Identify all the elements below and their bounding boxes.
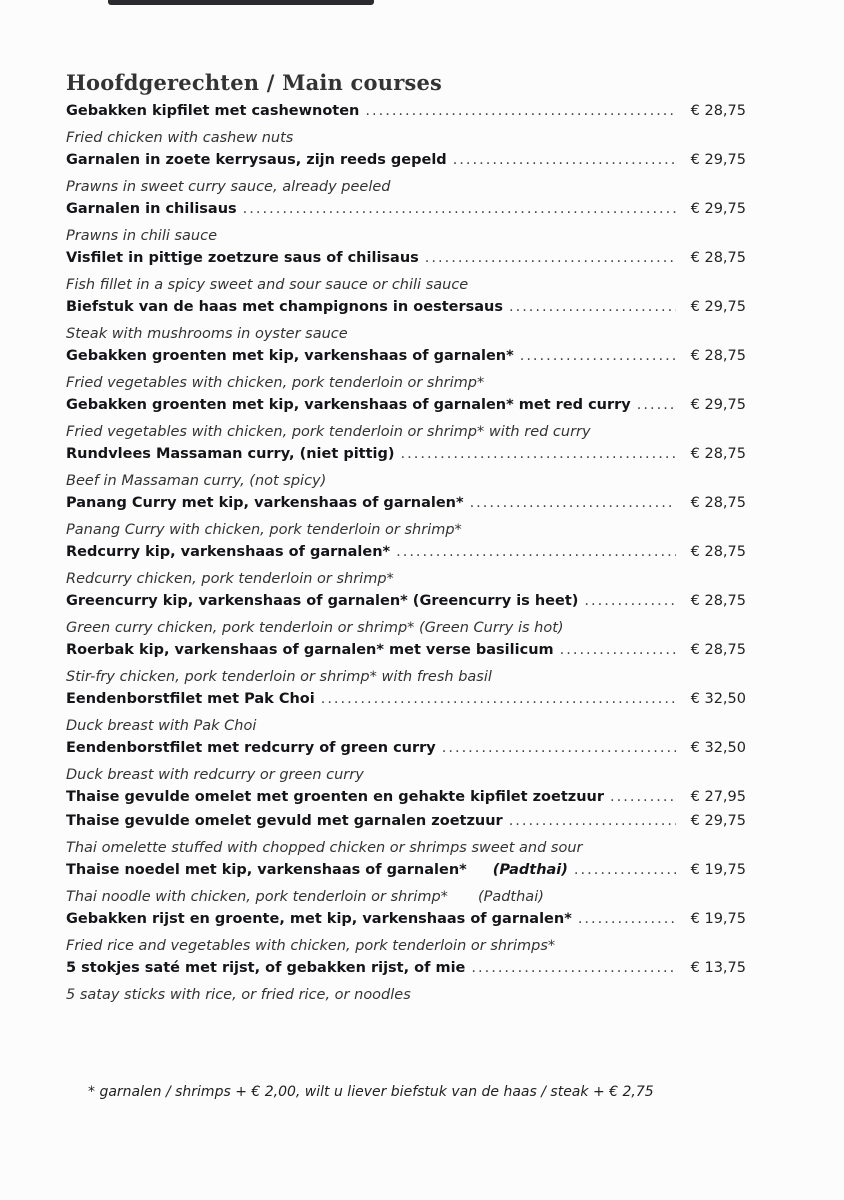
dish-description-text: Thai omelette stuffed with chopped chicken or shrimps sweet and sour xyxy=(66,840,583,856)
dish-description-text: Duck breast with Pak Choi xyxy=(66,718,257,734)
menu-item-row xyxy=(66,862,746,886)
dish-description xyxy=(66,935,746,960)
menu-item-row xyxy=(66,397,746,421)
dish-name: Gebakken groenten met kip, varkenshaas of garnalen* met red curry xyxy=(66,397,631,413)
menu-item-row xyxy=(66,813,746,837)
menu-item-row xyxy=(66,960,746,984)
dish-name: Roerbak kip, varkenshaas of garnalen* met verse basilicum xyxy=(66,642,554,658)
dot-leader xyxy=(509,299,676,315)
menu-item-list xyxy=(66,103,746,1009)
dish-name: Panang Curry met kip, varkenshaas of garnalen* xyxy=(66,495,464,511)
dish-description-text: Prawns in sweet curry sauce, already peeled xyxy=(66,179,391,195)
dot-leader xyxy=(574,862,676,878)
dish-description xyxy=(66,886,746,911)
dish-name: Garnalen in zoete kerrysaus, zijn reeds gepeld xyxy=(66,152,447,168)
menu-item xyxy=(66,740,746,789)
menu-item xyxy=(66,691,746,740)
dot-leader xyxy=(321,691,676,707)
dot-leader xyxy=(578,911,676,927)
dish-description-text: Panang Curry with chicken, pork tenderloin or shrimp* xyxy=(66,522,462,538)
menu-item xyxy=(66,642,746,691)
dish-description-text: Redcurry chicken, pork tenderloin or shrimp* xyxy=(66,571,394,587)
dish-description-text: Thai noodle with chicken, pork tenderloin or shrimp* xyxy=(66,889,448,905)
dish-description-text: Fried vegetables with chicken, pork tenderloin or shrimp* xyxy=(66,375,485,391)
dish-description-text: Green curry chicken, pork tenderloin or shrimp* (Green Curry is hot) xyxy=(66,620,564,636)
menu-item xyxy=(66,250,746,299)
dish-description xyxy=(66,127,746,152)
menu-item xyxy=(66,813,746,862)
dish-description-text: Fried chicken with cashew nuts xyxy=(66,130,294,146)
dish-name: Garnalen in chilisaus xyxy=(66,201,237,217)
dish-description xyxy=(66,715,746,740)
menu-item-row xyxy=(66,201,746,225)
dish-description xyxy=(66,274,746,299)
dish-name: Thaise gevulde omelet met groenten en gehakte kipfilet zoetzuur xyxy=(66,789,605,805)
dish-name: Eendenborstfilet met redcurry of green curry xyxy=(66,740,436,756)
dish-name: Gebakken groenten met kip, varkenshaas of garnalen* xyxy=(66,348,514,364)
menu-item-row xyxy=(66,740,746,764)
dish-name: Biefstuk van de haas met champignons in oestersaus xyxy=(66,299,503,315)
dish-description xyxy=(66,617,746,642)
dot-leader xyxy=(396,544,676,560)
menu-item-row xyxy=(66,299,746,323)
menu-item xyxy=(66,201,746,250)
dish-name: Gebakken rijst en groente, met kip, varkenshaas of garnalen* xyxy=(66,911,572,927)
dot-leader xyxy=(509,813,676,829)
dish-description-text: Duck breast with redcurry or green curry xyxy=(66,767,364,783)
dot-leader xyxy=(471,960,676,976)
menu-item xyxy=(66,593,746,642)
menu-item-row xyxy=(66,691,746,715)
dish-price: € 28,75 xyxy=(690,642,746,658)
dish-description-extra: (Padthai) xyxy=(477,889,544,905)
dish-name: Rundvlees Massaman curry, (niet pittig) xyxy=(66,446,395,462)
dish-name: 5 stokjes saté met rijst, of gebakken rijst, of mie xyxy=(66,960,466,976)
dot-leader xyxy=(442,740,676,756)
menu-item xyxy=(66,348,746,397)
dish-price: € 29,75 xyxy=(690,299,746,315)
dish-description-text: Fish fillet in a spicy sweet and sour sauce or chili sauce xyxy=(66,277,469,293)
menu-item-row xyxy=(66,250,746,274)
dish-price: € 27,95 xyxy=(690,789,746,805)
menu-item-row xyxy=(66,348,746,372)
menu-item xyxy=(66,911,746,960)
dot-leader xyxy=(365,103,676,119)
dot-leader xyxy=(610,789,676,805)
menu-title: Hoofdgerechten / Main courses xyxy=(66,70,443,95)
dish-price: € 29,75 xyxy=(690,152,746,168)
dish-price: € 19,75 xyxy=(690,862,746,878)
menu-item-row xyxy=(66,446,746,470)
dish-extra: (Padthai) xyxy=(492,862,568,878)
dish-description xyxy=(66,519,746,544)
dish-description xyxy=(66,323,746,348)
dish-description-text: Fried vegetables with chicken, pork tenderloin or shrimp* with red curry xyxy=(66,424,591,440)
dot-leader xyxy=(520,348,676,364)
dish-name: Thaise noedel met kip, varkenshaas of garnalen* xyxy=(66,862,467,878)
dish-description xyxy=(66,837,746,862)
dish-description xyxy=(66,372,746,397)
dot-leader xyxy=(453,152,676,168)
dish-description-text: Prawns in chili sauce xyxy=(66,228,218,244)
dish-price: € 28,75 xyxy=(690,348,746,364)
dish-description xyxy=(66,984,746,1009)
dish-price: € 19,75 xyxy=(690,911,746,927)
dish-name: Visfilet in pittige zoetzure saus of chilisaus xyxy=(66,250,419,266)
menu-item xyxy=(66,299,746,348)
dot-leader xyxy=(425,250,676,266)
menu-item xyxy=(66,960,746,1009)
menu-item-row xyxy=(66,789,746,813)
menu-item xyxy=(66,789,746,813)
dish-price: € 13,75 xyxy=(690,960,746,976)
menu-item-row xyxy=(66,152,746,176)
dot-leader xyxy=(584,593,676,609)
dish-description-text: 5 satay sticks with rice, or fried rice, or noodles xyxy=(66,987,411,1003)
menu-item xyxy=(66,152,746,201)
dish-name: Gebakken kipfilet met cashewnoten xyxy=(66,103,360,119)
dish-price: € 28,75 xyxy=(690,103,746,119)
dish-price: € 32,50 xyxy=(690,691,746,707)
dish-name: Eendenborstfilet met Pak Choi xyxy=(66,691,315,707)
menu-item xyxy=(66,397,746,446)
menu-item xyxy=(66,495,746,544)
menu-item-row xyxy=(66,911,746,935)
dish-description xyxy=(66,421,746,446)
dot-leader xyxy=(470,495,676,511)
binder-edge xyxy=(108,0,374,5)
menu-item-row xyxy=(66,544,746,568)
dish-description-text: Fried rice and vegetables with chicken, pork tenderloin or shrimps* xyxy=(66,938,556,954)
menu-item xyxy=(66,862,746,911)
dot-leader xyxy=(243,201,676,217)
dish-description xyxy=(66,470,746,495)
dish-price: € 29,75 xyxy=(690,201,746,217)
dish-description xyxy=(66,176,746,201)
dish-price: € 28,75 xyxy=(690,250,746,266)
menu-item-row xyxy=(66,495,746,519)
menu-item xyxy=(66,446,746,495)
dish-name: Greencurry kip, varkenshaas of garnalen* (Greencurry is heet) xyxy=(66,593,579,609)
dish-name: Redcurry kip, varkenshaas of garnalen* xyxy=(66,544,391,560)
dish-price: € 28,75 xyxy=(690,446,746,462)
dot-leader xyxy=(637,397,676,413)
menu-page xyxy=(66,70,746,1009)
dish-description-text: Beef in Massaman curry, (not spicy) xyxy=(66,473,327,489)
dish-price: € 28,75 xyxy=(690,593,746,609)
dot-leader xyxy=(401,446,676,462)
dish-description xyxy=(66,666,746,691)
menu-item xyxy=(66,103,746,152)
dish-price: € 28,75 xyxy=(690,495,746,511)
menu-item xyxy=(66,544,746,593)
dish-price: € 32,50 xyxy=(690,740,746,756)
dish-price: € 28,75 xyxy=(690,544,746,560)
dish-description xyxy=(66,225,746,250)
footnote: * garnalen / shrimps + € 2,00, wilt u liever biefstuk van de haas / steak + € 2,75 xyxy=(88,1084,654,1100)
dish-name: Thaise gevulde omelet gevuld met garnalen zoetzuur xyxy=(66,813,503,829)
menu-item-row xyxy=(66,642,746,666)
menu-item-row xyxy=(66,593,746,617)
dish-description-text: Steak with mushrooms in oyster sauce xyxy=(66,326,348,342)
dot-leader xyxy=(560,642,676,658)
dish-description-text: Stir-fry chicken, pork tenderloin or shrimp* with fresh basil xyxy=(66,669,492,685)
menu-item-row xyxy=(66,103,746,127)
dish-price: € 29,75 xyxy=(690,397,746,413)
dish-price: € 29,75 xyxy=(690,813,746,829)
dish-description xyxy=(66,764,746,789)
dish-description xyxy=(66,568,746,593)
